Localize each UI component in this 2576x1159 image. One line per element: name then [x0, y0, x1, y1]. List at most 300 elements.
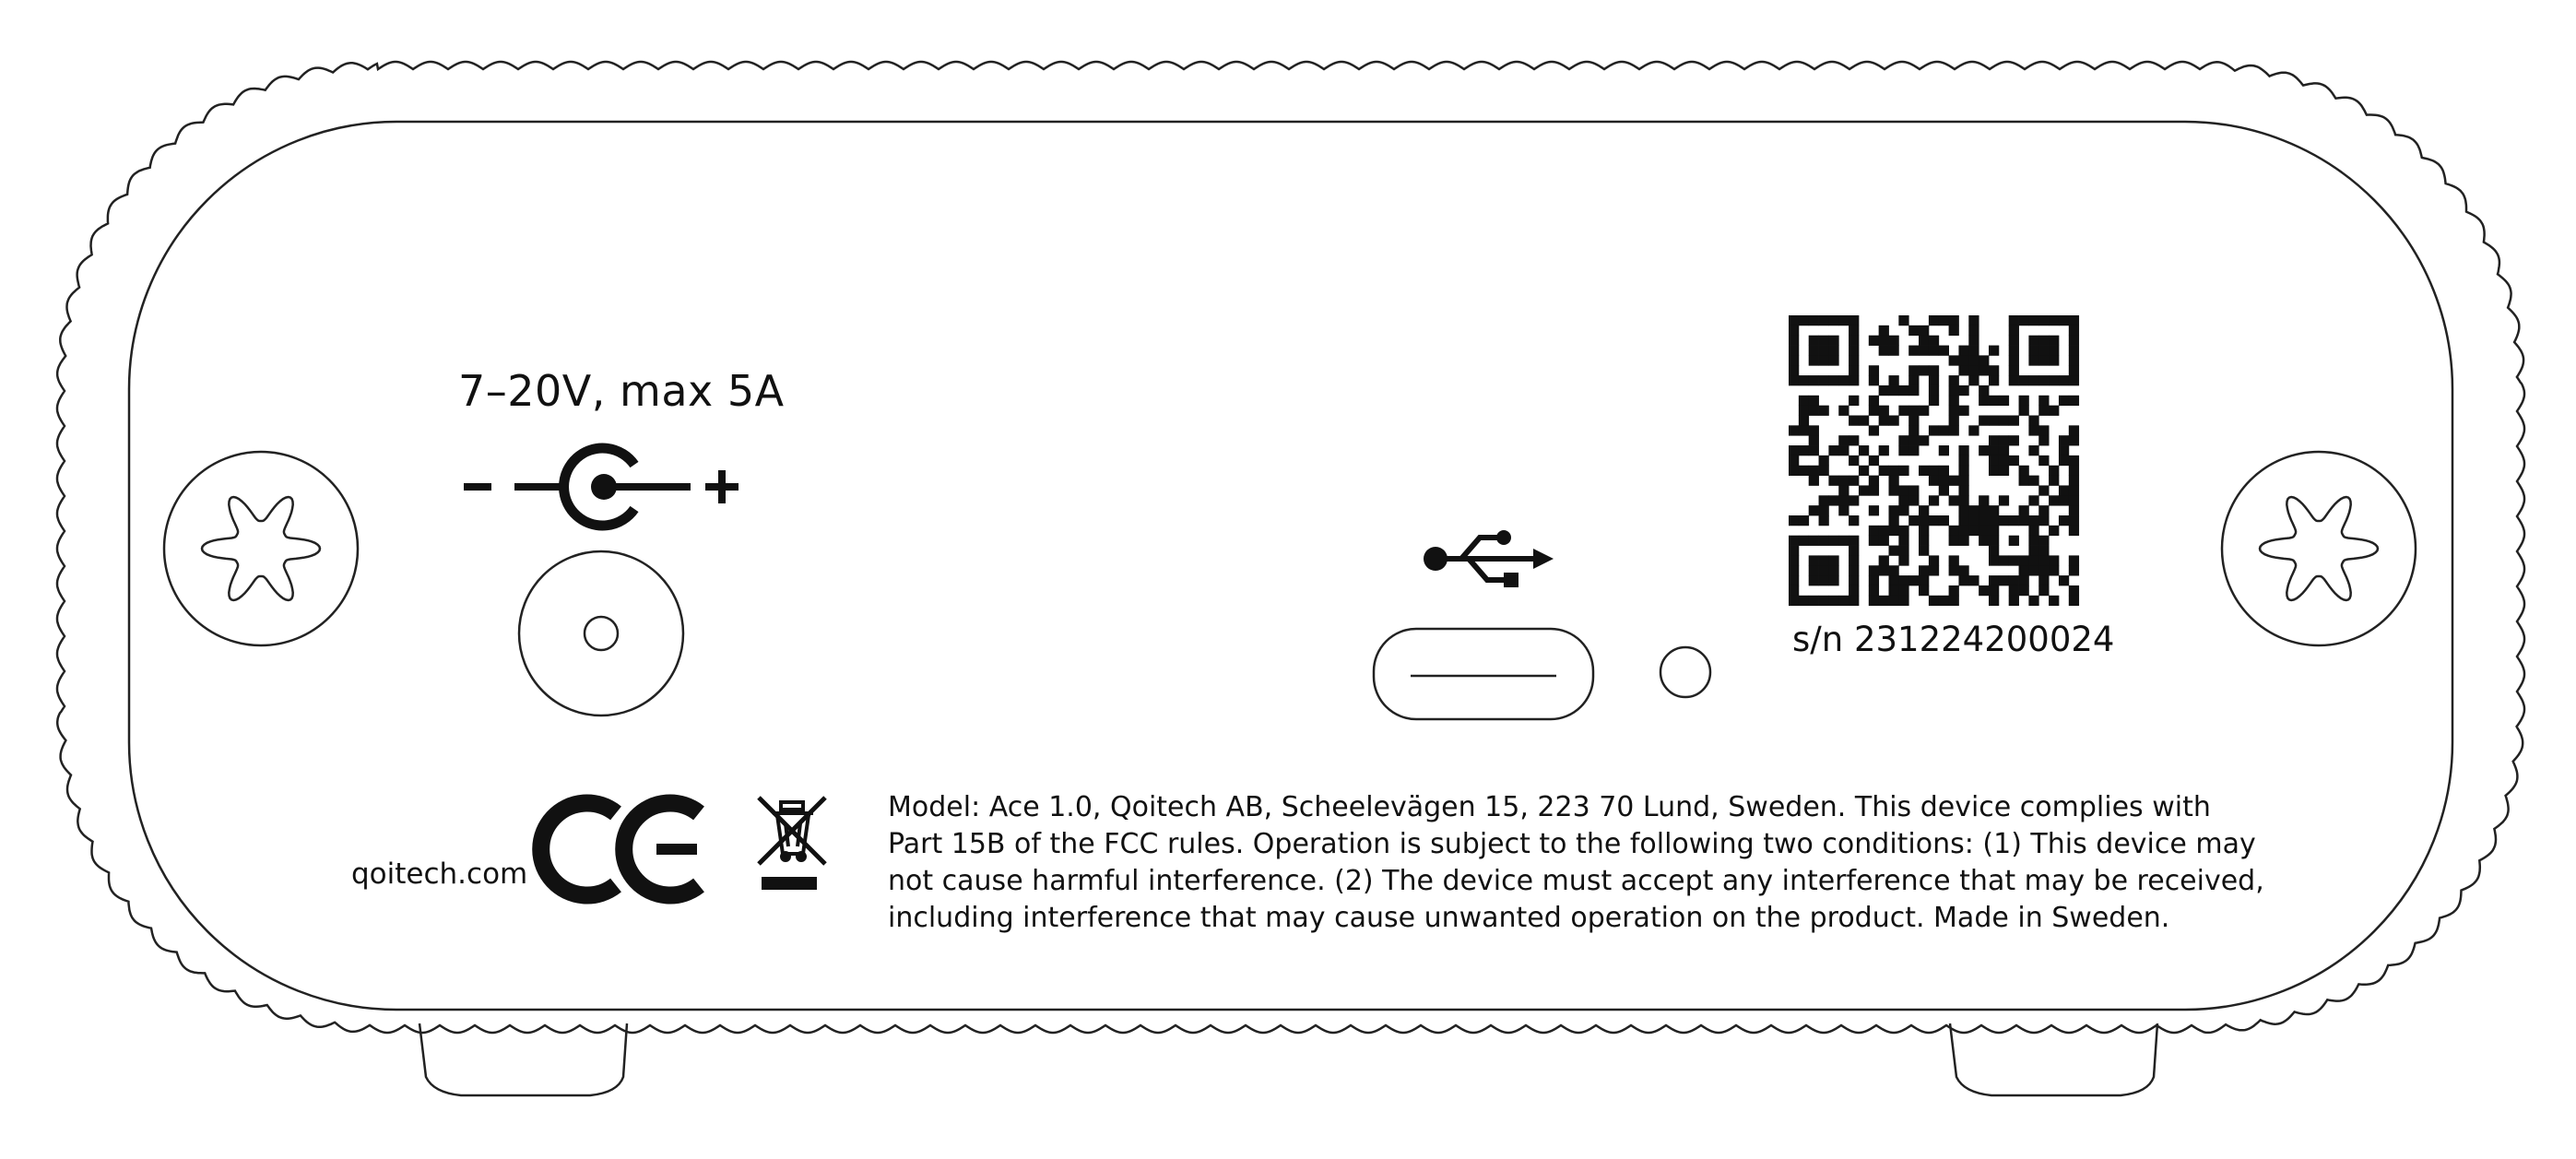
qr-module — [1849, 596, 1859, 606]
qr-module — [1979, 416, 1989, 426]
qr-module — [1799, 515, 1809, 526]
qr-module — [2038, 406, 2049, 416]
qr-module — [1919, 325, 1929, 336]
qr-module — [1889, 336, 1899, 346]
qr-module — [1999, 455, 2009, 466]
qr-module — [2069, 355, 2079, 365]
qr-module — [1898, 585, 1908, 596]
qr-module — [1809, 536, 1819, 546]
qr-module — [2069, 435, 2079, 445]
qr-module — [1989, 505, 1999, 515]
qr-module — [1849, 315, 1859, 325]
qr-module — [1898, 445, 1908, 455]
qr-module — [1949, 396, 1959, 406]
qr-module — [1889, 596, 1899, 606]
qr-module — [2069, 425, 2079, 435]
qr-module — [1939, 476, 1949, 486]
qr-module — [1898, 385, 1908, 396]
qr-module — [2069, 365, 2079, 375]
qr-module — [1828, 346, 1838, 356]
qr-module — [1968, 346, 1979, 356]
qr-module — [1869, 526, 1879, 536]
qr-module — [1989, 396, 1999, 406]
qr-module — [1828, 445, 1838, 455]
qr-module — [2019, 406, 2029, 416]
qr-module — [1879, 406, 1889, 416]
qr-module — [1789, 375, 1799, 385]
qr-module — [1819, 336, 1829, 346]
qr-module — [1989, 555, 1999, 565]
qr-module — [2038, 565, 2049, 575]
qr-module — [1919, 546, 1929, 556]
qr-module — [1879, 466, 1889, 476]
qr-module — [1989, 585, 1999, 596]
qr-module — [1859, 485, 1869, 495]
qr-module — [2069, 495, 2079, 505]
qr-module — [1908, 406, 1919, 416]
qr-module — [1908, 575, 1919, 585]
qr-module — [1958, 466, 1968, 476]
qr-module — [1949, 355, 1959, 365]
qr-module — [1799, 396, 1809, 406]
qr-module — [1869, 425, 1879, 435]
status-led — [1660, 647, 1710, 697]
qr-module — [1979, 355, 1989, 365]
qr-module — [2038, 346, 2049, 356]
qr-module — [2038, 536, 2049, 546]
qr-module — [1789, 365, 1799, 375]
qr-module — [1879, 526, 1889, 536]
power-rating-label: 7–20V, max 5A — [458, 366, 785, 416]
qr-module — [2009, 515, 2019, 526]
qr-module — [1898, 505, 1908, 515]
qr-module — [2028, 526, 2038, 536]
qr-module — [1908, 385, 1919, 396]
qr-module — [1789, 466, 1799, 476]
qr-module — [2009, 365, 2019, 375]
qr-module — [1859, 466, 1869, 476]
qr-module — [2019, 375, 2029, 385]
qr-module — [1849, 416, 1859, 426]
qr-module — [1939, 466, 1949, 476]
qr-module — [1968, 505, 1979, 515]
qr-module — [1898, 495, 1908, 505]
compliance-text — [888, 789, 2264, 937]
qr-module — [1908, 325, 1919, 336]
qr-module — [1968, 515, 1979, 526]
qr-module — [1949, 375, 1959, 385]
usb-c-port — [1374, 629, 1593, 719]
qr-module — [2059, 485, 2069, 495]
qr-module — [1958, 485, 1968, 495]
qr-module — [1849, 435, 1859, 445]
qr-module — [2009, 596, 2019, 606]
compliance-line: including interference that may cause unwanted operation on the product. Made in Sweden. — [888, 902, 2170, 934]
qr-module — [2009, 346, 2019, 356]
qr-module — [1949, 416, 1959, 426]
qr-module — [1869, 585, 1879, 596]
qr-module — [1929, 555, 1939, 565]
qr-module — [1958, 575, 1968, 585]
qr-module — [1919, 336, 1929, 346]
qr-module — [2069, 526, 2079, 536]
qr-module — [2028, 495, 2038, 505]
qr-module — [1828, 315, 1838, 325]
qr-module — [1859, 445, 1869, 455]
qr-module — [2049, 466, 2059, 476]
qr-module — [2028, 425, 2038, 435]
qr-module — [1919, 585, 1929, 596]
qr-code-icon — [1789, 315, 2079, 606]
qr-module — [1849, 536, 1859, 546]
qr-module — [1828, 495, 1838, 505]
qr-module — [1879, 385, 1889, 396]
qr-module — [1929, 315, 1939, 325]
qr-module — [1849, 476, 1859, 486]
qr-module — [1789, 315, 1799, 325]
qr-module — [1999, 416, 2009, 426]
qr-module — [1838, 536, 1849, 546]
qr-module — [1869, 476, 1879, 486]
qr-module — [2059, 515, 2069, 526]
qr-module — [2019, 476, 2029, 486]
qr-module — [2019, 565, 2029, 575]
qr-module — [1828, 536, 1838, 546]
qr-module — [2059, 575, 2069, 585]
qr-module — [1968, 315, 1979, 325]
qr-module — [2049, 375, 2059, 385]
qr-module — [1799, 596, 1809, 606]
qr-module — [2069, 455, 2079, 466]
qr-module — [1949, 495, 1959, 505]
qr-module — [1919, 435, 1929, 445]
qr-module — [1799, 416, 1809, 426]
qr-module — [1999, 445, 2009, 455]
qr-module — [2049, 355, 2059, 365]
left-torx-screw — [164, 452, 358, 645]
qr-module — [1869, 505, 1879, 515]
qr-module — [2059, 455, 2069, 466]
qr-module — [1989, 536, 1999, 546]
qr-module — [2009, 555, 2019, 565]
qr-module — [1958, 365, 1968, 375]
qr-module — [1949, 385, 1959, 396]
right-torx-screw — [2222, 452, 2416, 645]
serial-number-label: s/n 231224200024 — [1792, 620, 2115, 659]
qr-module — [1999, 495, 2009, 505]
qr-module — [1889, 565, 1899, 575]
qr-module — [2009, 315, 2019, 325]
qr-module — [1929, 425, 1939, 435]
qr-module — [1908, 495, 1919, 505]
qr-module — [1789, 325, 1799, 336]
qr-module — [2009, 355, 2019, 365]
qr-module — [1929, 346, 1939, 356]
qr-module — [1838, 406, 1849, 416]
qr-module — [1989, 365, 1999, 375]
qr-module — [1999, 555, 2009, 565]
dc-polarity-icon — [464, 448, 739, 526]
qr-module — [2049, 406, 2059, 416]
qr-module — [2069, 476, 2079, 486]
qr-module — [1929, 565, 1939, 575]
qr-module — [1908, 416, 1919, 426]
usb-icon — [1424, 530, 1554, 587]
qr-module — [1968, 425, 1979, 435]
qr-module — [1838, 495, 1849, 505]
qr-module — [2019, 575, 2029, 585]
compliance-line: not cause harmful interference. (2) The device must accept any interference that may be received, — [888, 865, 2264, 897]
qr-module — [1838, 435, 1849, 445]
qr-module — [2009, 325, 2019, 336]
qr-module — [1919, 466, 1929, 476]
qr-module — [1958, 445, 1968, 455]
qr-module — [1828, 565, 1838, 575]
qr-module — [1908, 346, 1919, 356]
torx-screw-icon — [202, 497, 320, 600]
qr-module — [2049, 526, 2059, 536]
qr-module — [1908, 365, 1919, 375]
qr-module — [1849, 455, 1859, 466]
qr-module — [1979, 445, 1989, 455]
qr-module — [2038, 355, 2049, 365]
qr-module — [1898, 546, 1908, 556]
qr-module — [1819, 575, 1829, 585]
qr-module — [1999, 435, 2009, 445]
qr-module — [1838, 445, 1849, 455]
qr-module — [2059, 396, 2069, 406]
qr-module — [2028, 515, 2038, 526]
qr-module — [1819, 466, 1829, 476]
qr-module — [1789, 445, 1799, 455]
qr-module — [1819, 536, 1829, 546]
qr-module — [2038, 435, 2049, 445]
qr-module — [1979, 385, 1989, 396]
qr-module — [1898, 466, 1908, 476]
qr-module — [1869, 365, 1879, 375]
qr-module — [1989, 416, 1999, 426]
qr-module — [1789, 575, 1799, 585]
qr-module — [1958, 505, 1968, 515]
qr-module — [1819, 495, 1829, 505]
qr-module — [1809, 375, 1819, 385]
qr-module — [2038, 546, 2049, 556]
qr-module — [1939, 515, 1949, 526]
qr-module — [1979, 396, 1989, 406]
qr-module — [1849, 575, 1859, 585]
dc-barrel-jack — [519, 551, 683, 716]
qr-module — [1949, 536, 1959, 546]
qr-module — [1949, 425, 1959, 435]
qr-module — [1889, 476, 1899, 486]
qr-module — [1828, 336, 1838, 346]
qr-module — [1869, 485, 1879, 495]
qr-module — [2069, 325, 2079, 336]
qr-module — [2069, 485, 2079, 495]
qr-module — [1828, 575, 1838, 585]
qr-module — [1958, 406, 1968, 416]
qr-module — [1809, 425, 1819, 435]
qr-module — [1968, 365, 1979, 375]
qr-module — [1799, 375, 1809, 385]
qr-module — [1968, 336, 1979, 346]
qr-module — [1828, 596, 1838, 606]
qr-module — [1989, 546, 1999, 556]
qr-module — [1809, 346, 1819, 356]
qr-module — [2069, 315, 2079, 325]
qr-module — [1958, 355, 1968, 365]
qr-module — [1789, 425, 1799, 435]
qr-module — [1968, 526, 1979, 536]
qr-module — [1869, 536, 1879, 546]
qr-module — [1789, 565, 1799, 575]
qr-module — [1939, 485, 1949, 495]
qr-module — [1828, 375, 1838, 385]
qr-module — [1898, 536, 1908, 546]
qr-module — [1898, 526, 1908, 536]
qr-module — [2049, 596, 2059, 606]
qr-module — [1929, 466, 1939, 476]
qr-module — [1819, 406, 1829, 416]
qr-module — [2038, 485, 2049, 495]
qr-module — [1989, 435, 1999, 445]
qr-module — [1819, 315, 1829, 325]
qr-module — [2038, 515, 2049, 526]
qr-module — [1898, 485, 1908, 495]
qr-module — [1979, 536, 1989, 546]
qr-module — [1849, 565, 1859, 575]
qr-module — [2069, 466, 2079, 476]
polarity-minus-sign — [464, 483, 491, 491]
qr-module — [1819, 596, 1829, 606]
qr-module — [1799, 445, 1809, 455]
qr-module — [2049, 315, 2059, 325]
qr-module — [1999, 575, 2009, 585]
qr-module — [2028, 596, 2038, 606]
qr-module — [1809, 315, 1819, 325]
qr-module — [1849, 355, 1859, 365]
qr-module — [1989, 445, 1999, 455]
qr-module — [1929, 375, 1939, 385]
qr-module — [1979, 515, 1989, 526]
qr-module — [1838, 476, 1849, 486]
qr-module — [1889, 485, 1899, 495]
qr-module — [1838, 315, 1849, 325]
qr-module — [1799, 406, 1809, 416]
qr-module — [1989, 515, 1999, 526]
qr-module — [1919, 406, 1929, 416]
qr-module — [1879, 536, 1889, 546]
qr-module — [1929, 396, 1939, 406]
qr-module — [1889, 505, 1899, 515]
qr-module — [2038, 575, 2049, 585]
qr-module — [2028, 336, 2038, 346]
qr-module — [1898, 435, 1908, 445]
qr-module — [1968, 325, 1979, 336]
qr-module — [1898, 555, 1908, 565]
qr-module — [1989, 346, 1999, 356]
qr-module — [1879, 565, 1889, 575]
qr-module — [1809, 555, 1819, 565]
qr-module — [1908, 435, 1919, 445]
qr-module — [1979, 505, 1989, 515]
qr-module — [2049, 495, 2059, 505]
qr-module — [2028, 565, 2038, 575]
qr-module — [1838, 375, 1849, 385]
qr-module — [1999, 466, 2009, 476]
qr-module — [1879, 325, 1889, 336]
qr-module — [1819, 375, 1829, 385]
qr-module — [2049, 565, 2059, 575]
qr-module — [1929, 515, 1939, 526]
qr-module — [2028, 315, 2038, 325]
qr-module — [1908, 425, 1919, 435]
qr-module — [2059, 375, 2069, 385]
qr-module — [1958, 565, 1968, 575]
qr-module — [1949, 406, 1959, 416]
qr-module — [1809, 355, 1819, 365]
qr-module — [1949, 315, 1959, 325]
qr-module — [1869, 596, 1879, 606]
qr-module — [1838, 485, 1849, 495]
qr-module — [2038, 375, 2049, 385]
qr-module — [2009, 536, 2019, 546]
qr-module — [1809, 396, 1819, 406]
qr-module — [1898, 596, 1908, 606]
qr-module — [1898, 406, 1908, 416]
qr-module — [1979, 365, 1989, 375]
qr-module — [1979, 495, 1989, 505]
qr-module — [1849, 336, 1859, 346]
qr-module — [1939, 425, 1949, 435]
qr-module — [1919, 565, 1929, 575]
qr-module — [1968, 575, 1979, 585]
qr-module — [1949, 565, 1959, 575]
qr-module — [1889, 466, 1899, 476]
qr-module — [2038, 585, 2049, 596]
qr-module — [1908, 375, 1919, 385]
qr-module — [1989, 455, 1999, 466]
compliance-line: Part 15B of the FCC rules. Operation is subject to the following two conditions: (1) This device may — [888, 828, 2256, 860]
qr-module — [1879, 336, 1889, 346]
qr-module — [2069, 565, 2079, 575]
qr-module — [2019, 555, 2029, 565]
qr-module — [1799, 425, 1809, 435]
qr-module — [2019, 585, 2029, 596]
qr-module — [1979, 526, 1989, 536]
qr-module — [1989, 526, 1999, 536]
qr-module — [2069, 396, 2079, 406]
qr-module — [1889, 526, 1899, 536]
qr-module — [1799, 536, 1809, 546]
qr-module — [2028, 546, 2038, 556]
qr-module — [1958, 515, 1968, 526]
qr-module — [1809, 466, 1819, 476]
qr-module — [1869, 575, 1879, 585]
qr-module — [2069, 375, 2079, 385]
qr-module — [2028, 555, 2038, 565]
qr-module — [1919, 526, 1929, 536]
qr-module — [1809, 505, 1819, 515]
qr-module — [1869, 406, 1879, 416]
qr-module — [1939, 445, 1949, 455]
qr-module — [1838, 505, 1849, 515]
qr-module — [1919, 346, 1929, 356]
qr-module — [2028, 375, 2038, 385]
qr-module — [2038, 336, 2049, 346]
qr-module — [1819, 346, 1829, 356]
qr-module — [1869, 375, 1879, 385]
